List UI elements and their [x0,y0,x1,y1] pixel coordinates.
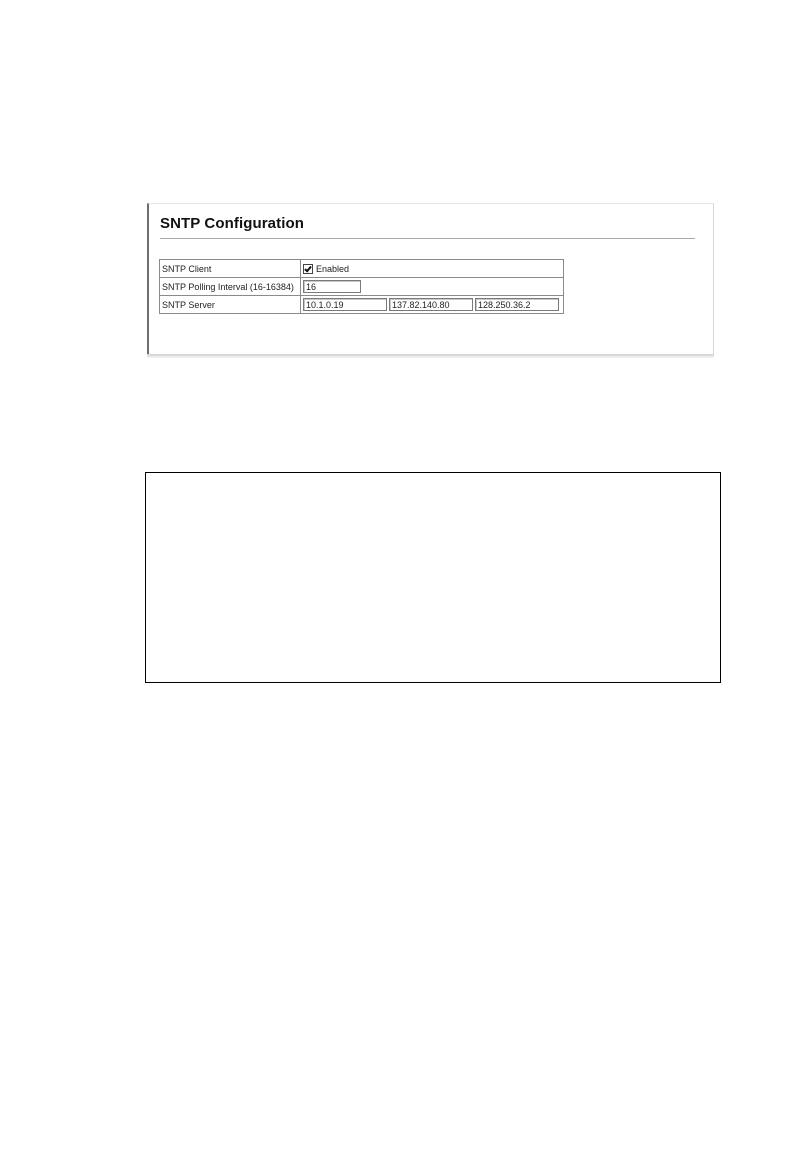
polling-interval-input[interactable]: 16 [303,280,361,293]
sntp-server-cell [301,296,564,314]
sntp-configuration-panel [147,203,714,355]
panel-bottom-edge [147,354,714,358]
polling-interval-label: SNTP Polling Interval (16-16384) [160,278,301,296]
sntp-client-label: SNTP Client [160,260,301,278]
sntp-server-label: SNTP Server [160,296,301,314]
enabled-label: Enabled [316,263,350,274]
empty-bordered-box [145,472,721,683]
polling-interval-cell [301,278,564,296]
sntp-client-checkbox[interactable] [303,264,313,274]
title-divider [160,238,695,239]
table-row [160,260,564,278]
sntp-client-checkbox-group[interactable] [303,264,349,274]
sntp-settings-table [159,259,564,314]
sntp-server-1-input[interactable]: 10.1.0.19 [303,298,387,311]
page-title: SNTP Configuration [160,215,305,232]
sntp-server-3-input[interactable]: 128.250.36.2 [475,298,559,311]
sntp-server-2-input[interactable]: 137.82.140.80 [389,298,473,311]
sntp-client-cell [301,260,564,278]
table-row [160,296,564,314]
table-row [160,278,564,296]
